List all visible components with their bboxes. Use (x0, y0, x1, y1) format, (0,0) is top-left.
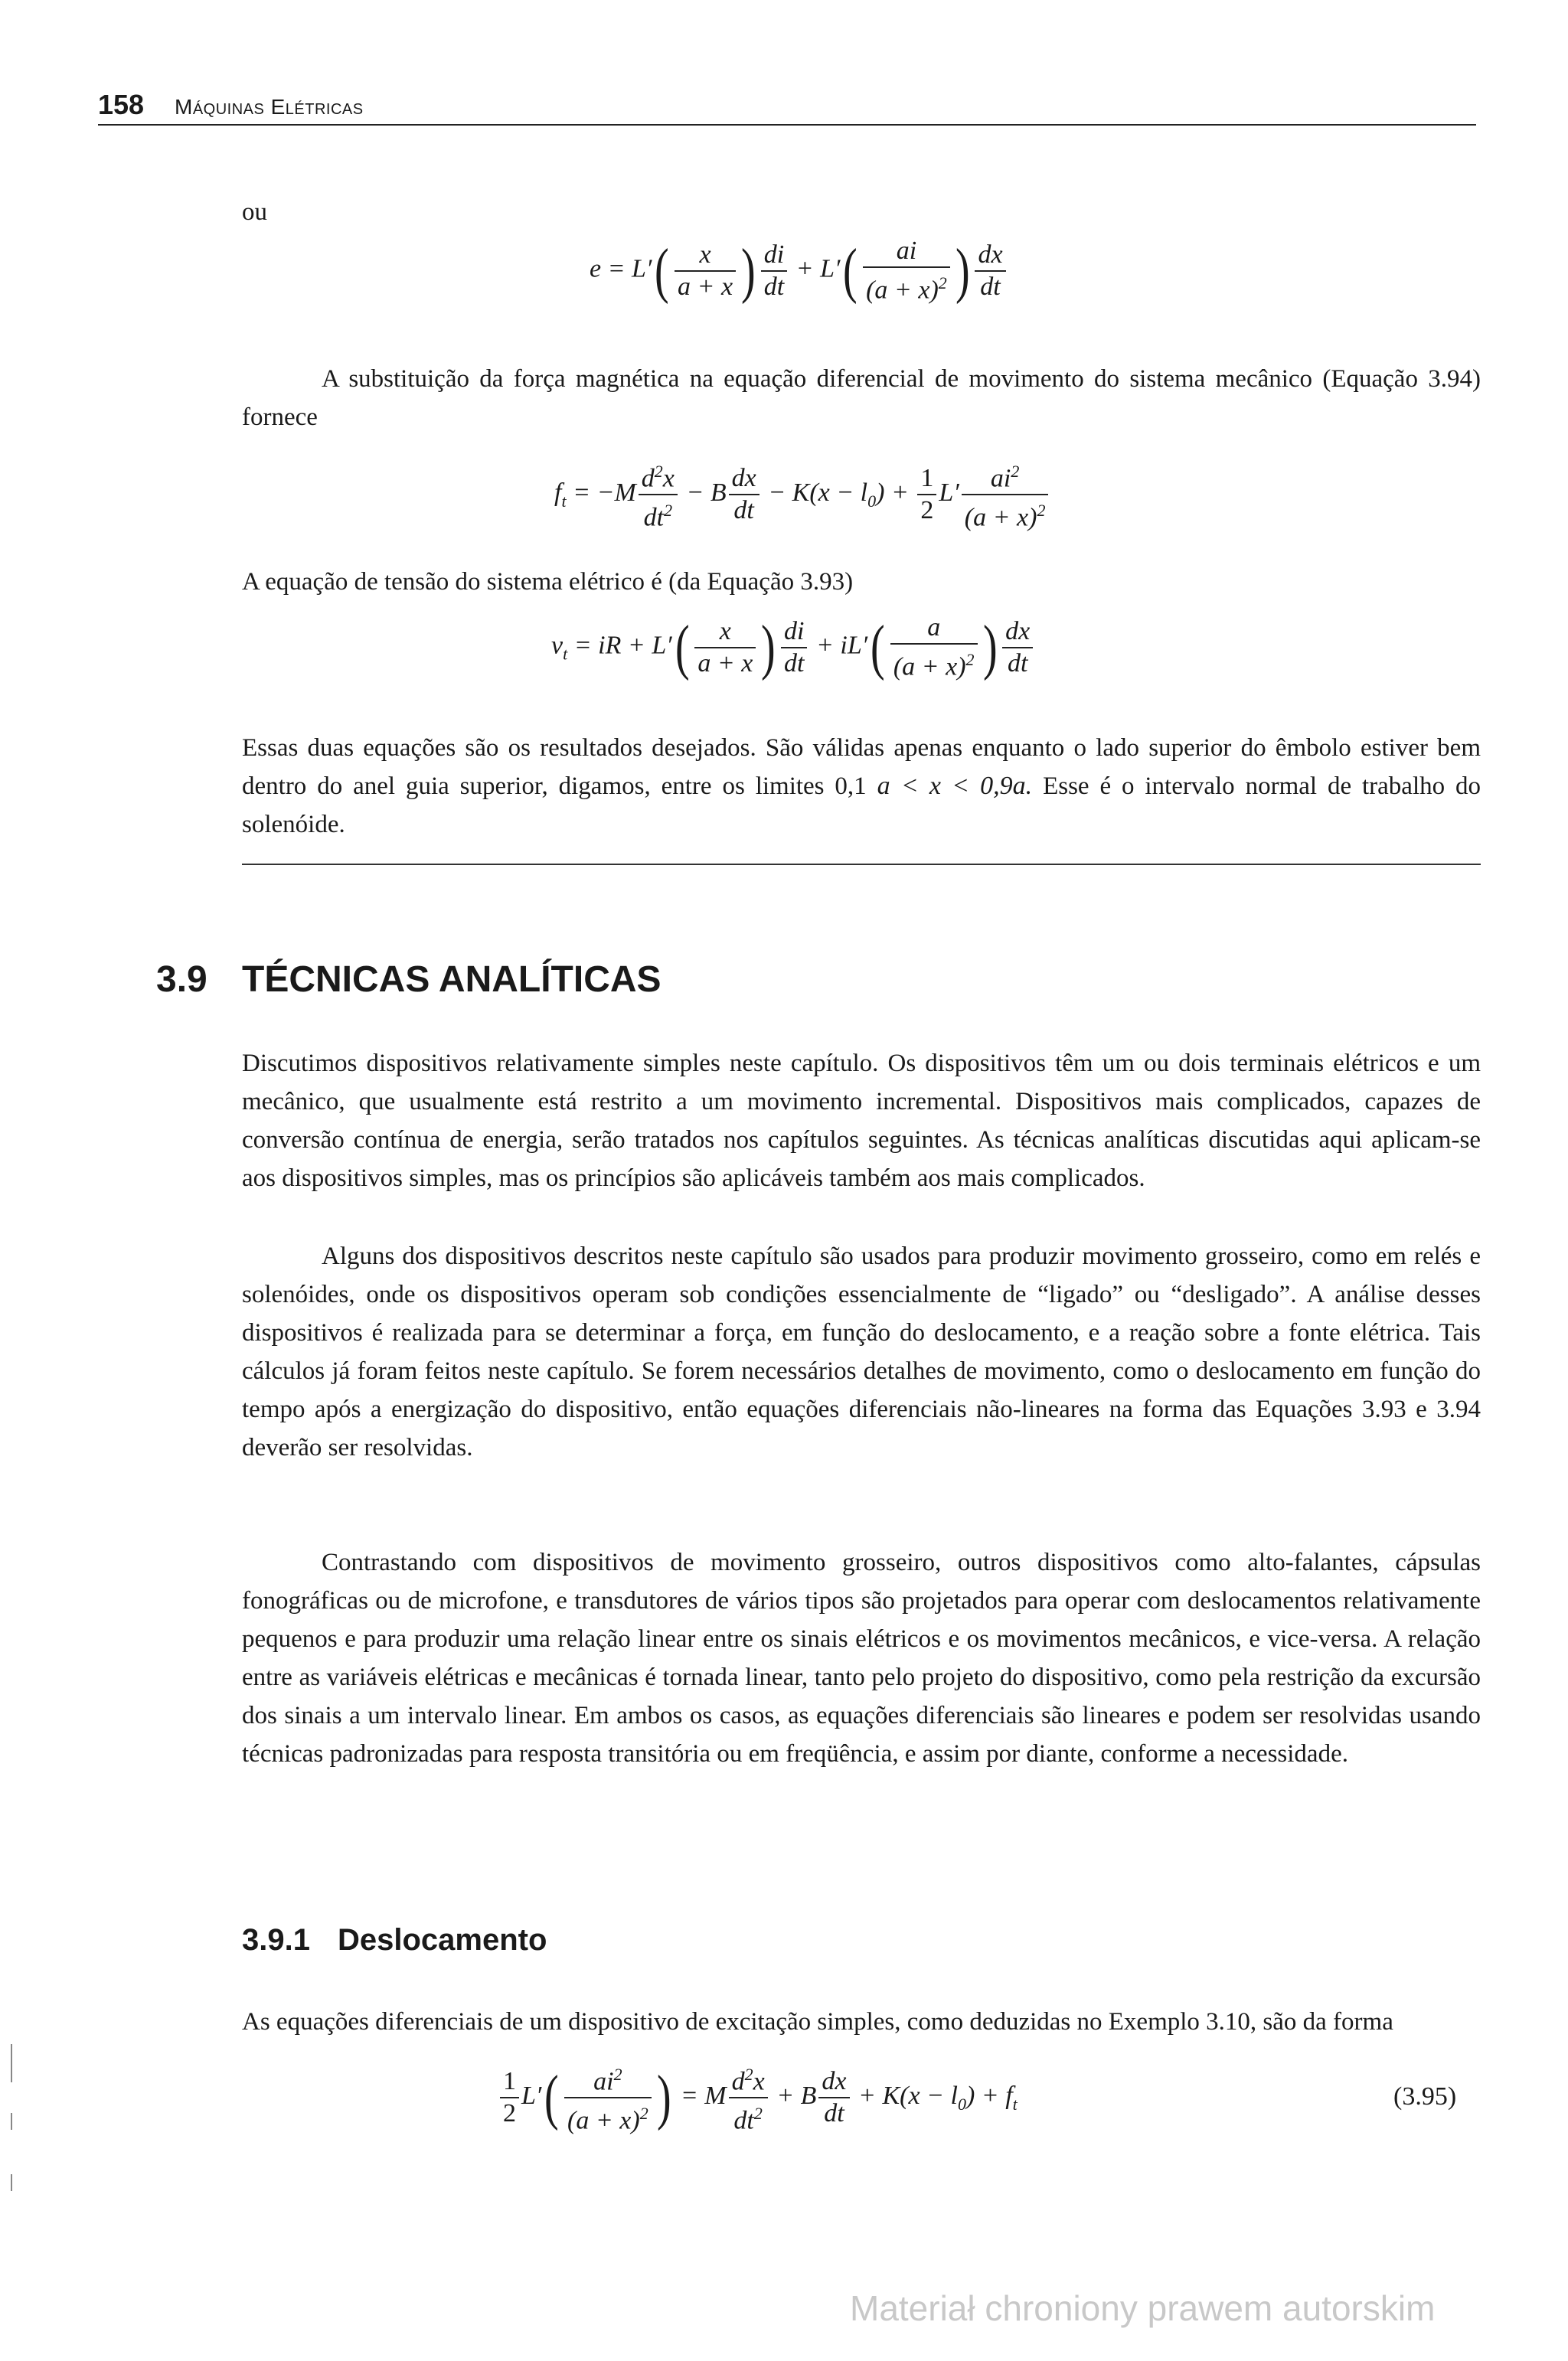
equation-3-95: $\frac{1}{2}$ L′( $\frac{ai^2}{(a + x)^2}$ ) = M $\frac{d^2x}{dt^2}$ + B $\frac{dx}{dt}$ + $K(x - l_0) + f_t$ (498, 2059, 1018, 2137)
section-paragraph: Contrastando com dispositivos de movimento grosseiro, outros dispositivos como alto-falantes, cápsulas fonográficas ou de microfone, e transdutores de vários tipos são projetados para operar com deslocamentos relativamente pequenos e para produzir uma relação linear entre os sinais elétricos e os movimentos mecânicos, e vice-versa. A relação entre as variáveis elétricas e mecânicas é tornada linear, tanto pelo projeto do dispositivo, como pela restrição da excursão dos sinais a um intervalo linear. Em ambos os casos, as equações diferenciais são lineares e podem ser resolvidas usando técnicas padronizadas para resposta transitória ou em freqüência, e assim por diante, conforme a necessidade. (242, 1549, 1481, 1768)
paragraph-substituicao: A substituição da força magnética na equação diferencial de movimento do sistema mecânico (Equação 3.94) fornece (242, 365, 1481, 431)
margin-mark (11, 2174, 12, 2191)
paragraph-essas-text: Essas duas equações são os resultados desejados. São válidas apenas enquanto o lado superior do êmbolo estiver bem dentro do anel guia superior, digamos, entre os limites 0,1 (242, 734, 1481, 800)
horizontal-rule (242, 864, 1481, 865)
word-ou: ou (242, 198, 267, 226)
running-title: Máquinas Elétricas (175, 95, 364, 119)
margin-mark (11, 2044, 12, 2082)
paragraph-essas (242, 729, 1481, 844)
subsection-heading (242, 1923, 547, 1958)
subsection-paragraph: As equações diferenciais de um dispositivo de excitação simples, como deduzidas no Exemplo 3.10, são da forma (242, 2008, 1393, 2036)
equation-number: (3.95) (1393, 2082, 1457, 2111)
margin-mark (11, 2113, 12, 2130)
paragraph-essas-end: Esse é o intervalo normal de trabalho do solenóide. (242, 772, 1481, 838)
section-paragraph: Alguns dos dispositivos descritos neste capítulo são usados para produzir movimento grosseiro, como em relés e solenóides, onde os dispositivos operam sob condições essencialmente de “ligado” ou “desligado”. A análise desses dispositivos é realizada para se determinar a força, em função do deslocamento, e a reação sobre a fonte elétrica. Tais cálculos já foram feitos neste capítulo. Se forem necessários detalhes de movimento, como o deslocamento em função do tempo após a energização do dispositivo, então equações diferenciais não-lineares na forma das Equações 3.93 e 3.94 deverão ser resolvidas. (242, 1243, 1481, 1461)
equation-force: $f_t = -M$ $\frac{d^2x}{dt^2}$ − B $\frac{dx}{dt}$ − $K(x - l_0)$ + $\frac{1}{2}$ L′ $\frac{ai^2}{(a + x)^2}$ (554, 456, 1050, 534)
section-number: 3.9 (156, 959, 207, 1000)
subsection-number: 3.9.1 (242, 1923, 310, 1957)
paragraph-tensao: A equação de tensão do sistema elétrico é (da Equação 3.93) (242, 568, 854, 596)
page-number: 158 (98, 89, 145, 120)
limit-expression: a < x < 0,9a. (877, 772, 1033, 800)
equation-voltage: $v_t$ = iR + L′( $\frac{x}{a + x}$ ) $\frac{di}{dt}$ + iL′( $\frac{a}{(a + x)^2}$ ) $\frac{dx}{dt}$ (551, 612, 1035, 682)
equation-e: e = L′( $\frac{x}{a + x}$ ) $\frac{di}{dt}$ + L′( $\frac{ai}{(a + x)^2}$ ) $\frac{dx}{dt}$ (590, 236, 1008, 305)
subsection-title: Deslocamento (337, 1923, 547, 1957)
section-paragraph: Discutimos dispositivos relativamente simples neste capítulo. Os dispositivos têm um ou dois terminais elétricos e um mecânico, que usualmente está restrito a um movimento incremental. Dispositivos mais complicados, capazes de conversão contínua de energia, serão tratados nos capítulos seguintes. As técnicas analíticas discutidas aqui aplicam-se aos dispositivos simples, mas os princípios são aplicáveis também aos mais complicados. (242, 1050, 1481, 1192)
page-header (98, 86, 1476, 126)
section-title: TÉCNICAS ANALÍTICAS (242, 959, 662, 1000)
watermark-text: Materiał chroniony prawem autorskim (850, 2288, 1436, 2328)
